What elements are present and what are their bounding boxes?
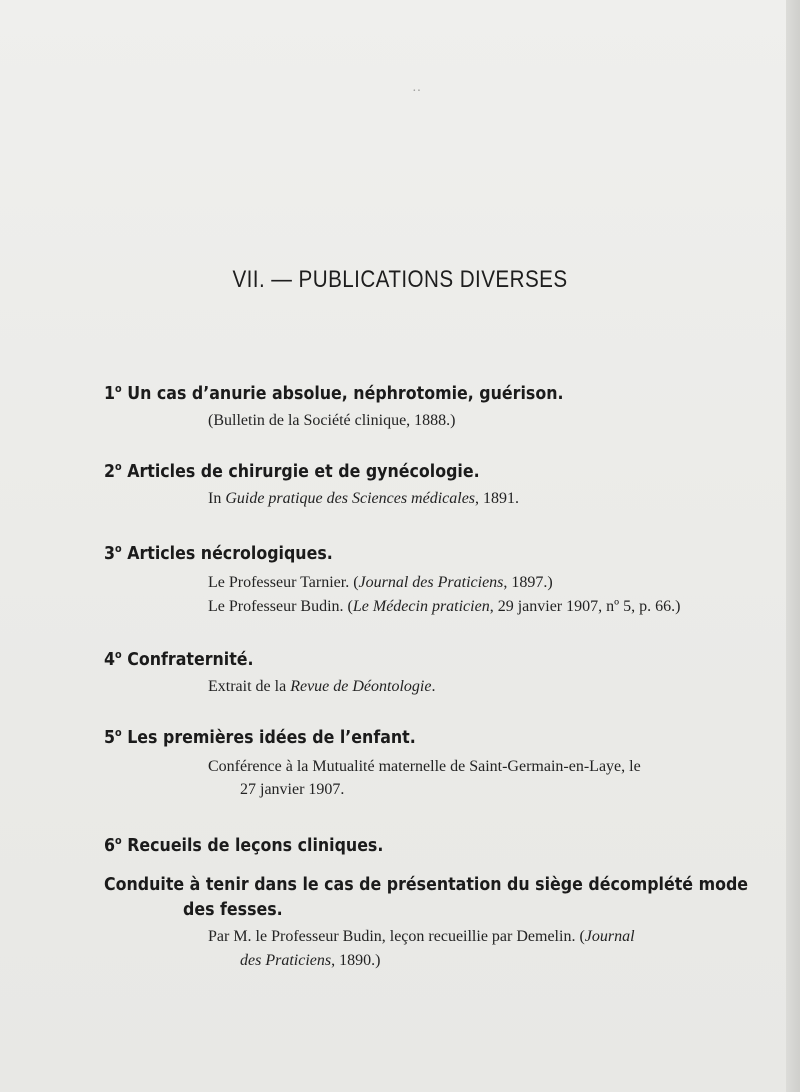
citation-suffix: , 1890.)	[331, 952, 381, 969]
entry-heading	[104, 382, 564, 404]
citation-prefix: In	[208, 490, 226, 507]
citation-suffix: , 1897.)	[503, 574, 553, 591]
entry-number: 1	[104, 383, 116, 404]
citation-prefix: Par M. le Professeur Budin, leçon recueillie par Demelin. (	[208, 928, 585, 945]
entry-citation: (Bulletin de la Société clinique, 1888.)	[208, 412, 456, 429]
entry-citation-continued: 27 janvier 1907.	[240, 781, 345, 798]
entry-heading	[104, 460, 480, 482]
entry-heading	[104, 726, 416, 748]
entry-heading	[104, 648, 254, 670]
entry-title: Les premières idées de l’enfant.	[127, 727, 416, 748]
entry-citation	[208, 490, 519, 508]
entry-number: 2	[104, 461, 116, 482]
entry-number-ordinal: o	[115, 648, 122, 661]
page-number: ··	[412, 84, 422, 99]
entry-title: Articles nécrologiques.	[127, 543, 333, 564]
entry-title: Articles de chirurgie et de gynécologie.	[127, 461, 480, 482]
entry-citation	[208, 678, 435, 696]
citation-work-title: Revue de Déontologie	[290, 678, 432, 695]
entry-citation	[208, 574, 553, 592]
entry-heading	[104, 542, 333, 564]
entry-heading	[104, 834, 383, 856]
entry-number: 5	[104, 727, 116, 748]
entry-number-ordinal: o	[115, 834, 122, 847]
citation-suffix: .	[431, 678, 436, 695]
entry-number-ordinal: o	[115, 460, 122, 473]
citation-work-title: Guide pratique des Sciences médicales	[225, 490, 476, 507]
entry-citation: Conférence à la Mutualité maternelle de Saint-Germain-en-Laye, le	[208, 758, 641, 775]
entry-number: 3	[104, 543, 116, 564]
citation-work-title: Journal des Praticiens	[358, 574, 504, 591]
entry-number: 6	[104, 835, 116, 856]
citation-prefix: Extrait de la	[208, 678, 291, 695]
citation-suffix: , 29 janvier 1907, nº 5, p. 66.)	[489, 598, 681, 615]
citation-work-title: des Praticiens	[240, 952, 332, 969]
lesson-title-continued: des fesses.	[183, 899, 283, 920]
entry-number-ordinal: o	[115, 542, 122, 555]
lesson-title: Conduite à tenir dans le cas de présentation du siège décomplété mode	[104, 874, 749, 895]
citation-suffix: , 1891.	[475, 490, 520, 507]
lesson-citation-continued	[240, 952, 380, 970]
entry-title: Confraternité.	[127, 649, 254, 670]
citation-prefix: Le Professeur Tarnier. (	[208, 574, 359, 591]
lesson-citation	[208, 928, 635, 946]
entry-number-ordinal: o	[115, 726, 122, 739]
entry-title: Un cas d’anurie absolue, néphrotomie, guérison.	[127, 383, 564, 404]
entry-number-ordinal: o	[115, 382, 122, 395]
citation-prefix: Le Professeur Budin. (	[208, 598, 353, 615]
entry-citation	[208, 598, 680, 616]
entry-number: 4	[104, 649, 116, 670]
section-title: VII. — PUBLICATIONS DIVERSES	[232, 266, 568, 293]
entry-title: Recueils de leçons cliniques.	[127, 835, 384, 856]
page-edge-shadow	[786, 0, 800, 1092]
citation-work-title: Journal	[584, 928, 635, 945]
citation-work-title: Le Médecin praticien	[352, 598, 490, 615]
